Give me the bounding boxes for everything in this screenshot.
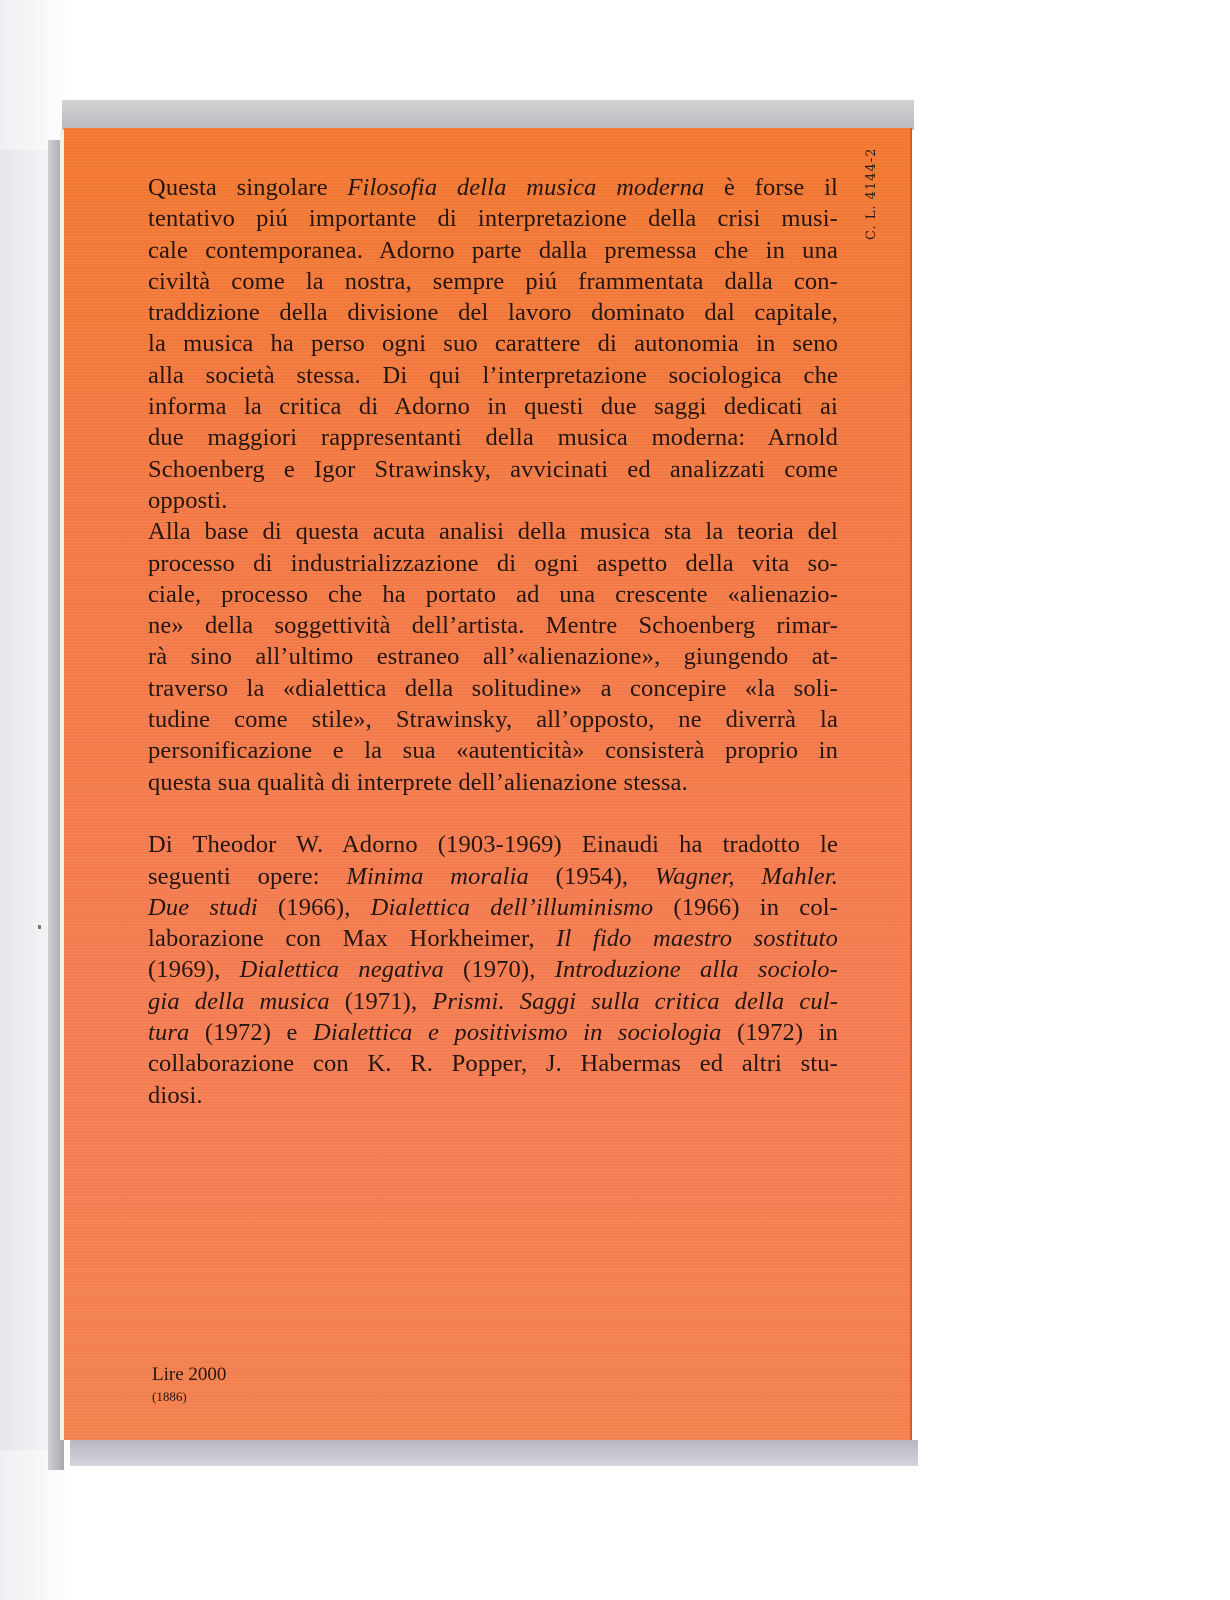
blurb-paragraph-2 — [148, 516, 838, 798]
italic-title: Prismi. Saggi sulla critica della cul- — [432, 987, 839, 1015]
book-bottom-edge — [70, 1440, 918, 1466]
text-line: traddizione della divisione del lavoro dominato dal capitale, — [148, 299, 838, 327]
page-fold — [0, 150, 48, 1450]
text-line: ciale, processo che ha portato ad una crescente «alienazio- — [148, 580, 838, 608]
price-code: (1886) — [152, 1389, 187, 1404]
text-line: ne» della soggettività dell’artista. Mentre Schoenberg rimar- — [148, 612, 838, 640]
text-line: traverso la «dialettica della solitudine» a concepire «la soli- — [148, 674, 838, 702]
text-line: Questa singolare Filosofia della musica moderna è forse il — [148, 174, 838, 201]
text-line: tudine come stile», Strawinsky, all’opposto, ne diverrà la — [148, 706, 838, 734]
text-line: civiltà come la nostra, sempre piú frammentata dalla con- — [148, 267, 838, 295]
italic-title: Il fido maestro sostituto — [556, 925, 838, 953]
italic-title: Dialettica e positivismo in sociologia — [313, 1019, 722, 1047]
text-line: Di Theodor W. Adorno (1903-1969) Einaudi ha tradotto le — [148, 831, 838, 859]
text-line: Schoenberg e Igor Strawinsky, avvicinati ed analizzati come — [148, 455, 838, 483]
text-line: diosi. — [148, 1081, 203, 1109]
text-line: collaborazione con K. R. Popper, J. Habermas ed altri stu- — [148, 1050, 838, 1078]
text-line: informa la critica di Adorno in questi due saggi dedicati ai — [148, 393, 838, 421]
paragraph-gap — [148, 798, 838, 829]
back-cover — [64, 128, 912, 1440]
text-line: opposti. — [148, 486, 228, 514]
text-line: personificazione e la sua «autenticità» consisterà proprio in — [148, 737, 838, 765]
text-line: tura (1972) e Dialettica e positivismo in sociologia (1972) in — [148, 1019, 838, 1047]
italic-title: gia della musica — [148, 987, 330, 1015]
text-line: due maggiori rappresentanti della musica moderna: Arnold — [148, 424, 838, 452]
text-line: alla società stessa. Di qui l’interpretazione sociologica che — [148, 361, 838, 389]
text-line: Alla base di questa acuta analisi della musica sta la teoria del — [148, 518, 838, 546]
text-line: tentativo piú importante di interpretazione della crisi musi- — [148, 205, 838, 233]
blurb-paragraph-1 — [148, 172, 838, 516]
dust-speck — [38, 925, 41, 929]
text-line: rà sino all’ultimo estraneo all’«alienazione», giungendo at- — [148, 643, 838, 671]
catalog-code: C. L. 4144-2 — [864, 147, 879, 240]
italic-title: Due studi — [148, 893, 258, 921]
italic-title: Wagner, Mahler. — [654, 862, 839, 890]
text-line: cale contemporanea. Adorno parte dalla premessa che in una — [148, 236, 838, 264]
text-line: seguenti opere: Minima moralia (1954), Wagner, Mahler. — [148, 862, 839, 890]
italic-title: Filosofia della musica moderna — [347, 174, 705, 201]
book-top-edge — [62, 100, 914, 130]
text-line: Due studi (1966), Dialettica dell’illuminismo (1966) in col- — [148, 893, 838, 921]
author-bibliography — [148, 829, 838, 1111]
text-line: laborazione con Max Horkheimer, Il fido maestro sostituto — [148, 925, 838, 953]
italic-title: tura — [148, 1019, 190, 1047]
text-line: questa sua qualità di interprete dell’alienazione stessa. — [148, 768, 688, 796]
italic-title: Dialettica dell’illuminismo — [370, 893, 654, 921]
blurb-text — [148, 172, 838, 1111]
italic-title: Introduzione alla sociolo- — [554, 956, 838, 984]
italic-title: Dialettica negativa — [239, 956, 444, 984]
italic-title: Minima moralia — [346, 862, 529, 890]
text-line: la musica ha perso ogni suo carattere di autonomia in seno — [148, 330, 838, 358]
text-line: processo di industrializzazione di ogni aspetto della vita so- — [148, 549, 838, 577]
price-label: Lire 2000 — [152, 1364, 227, 1385]
text-line: gia della musica (1971), Prismi. Saggi sulla critica della cul- — [148, 987, 839, 1015]
text-line: (1969), Dialettica negativa (1970), Introduzione alla sociolo- — [148, 956, 838, 984]
